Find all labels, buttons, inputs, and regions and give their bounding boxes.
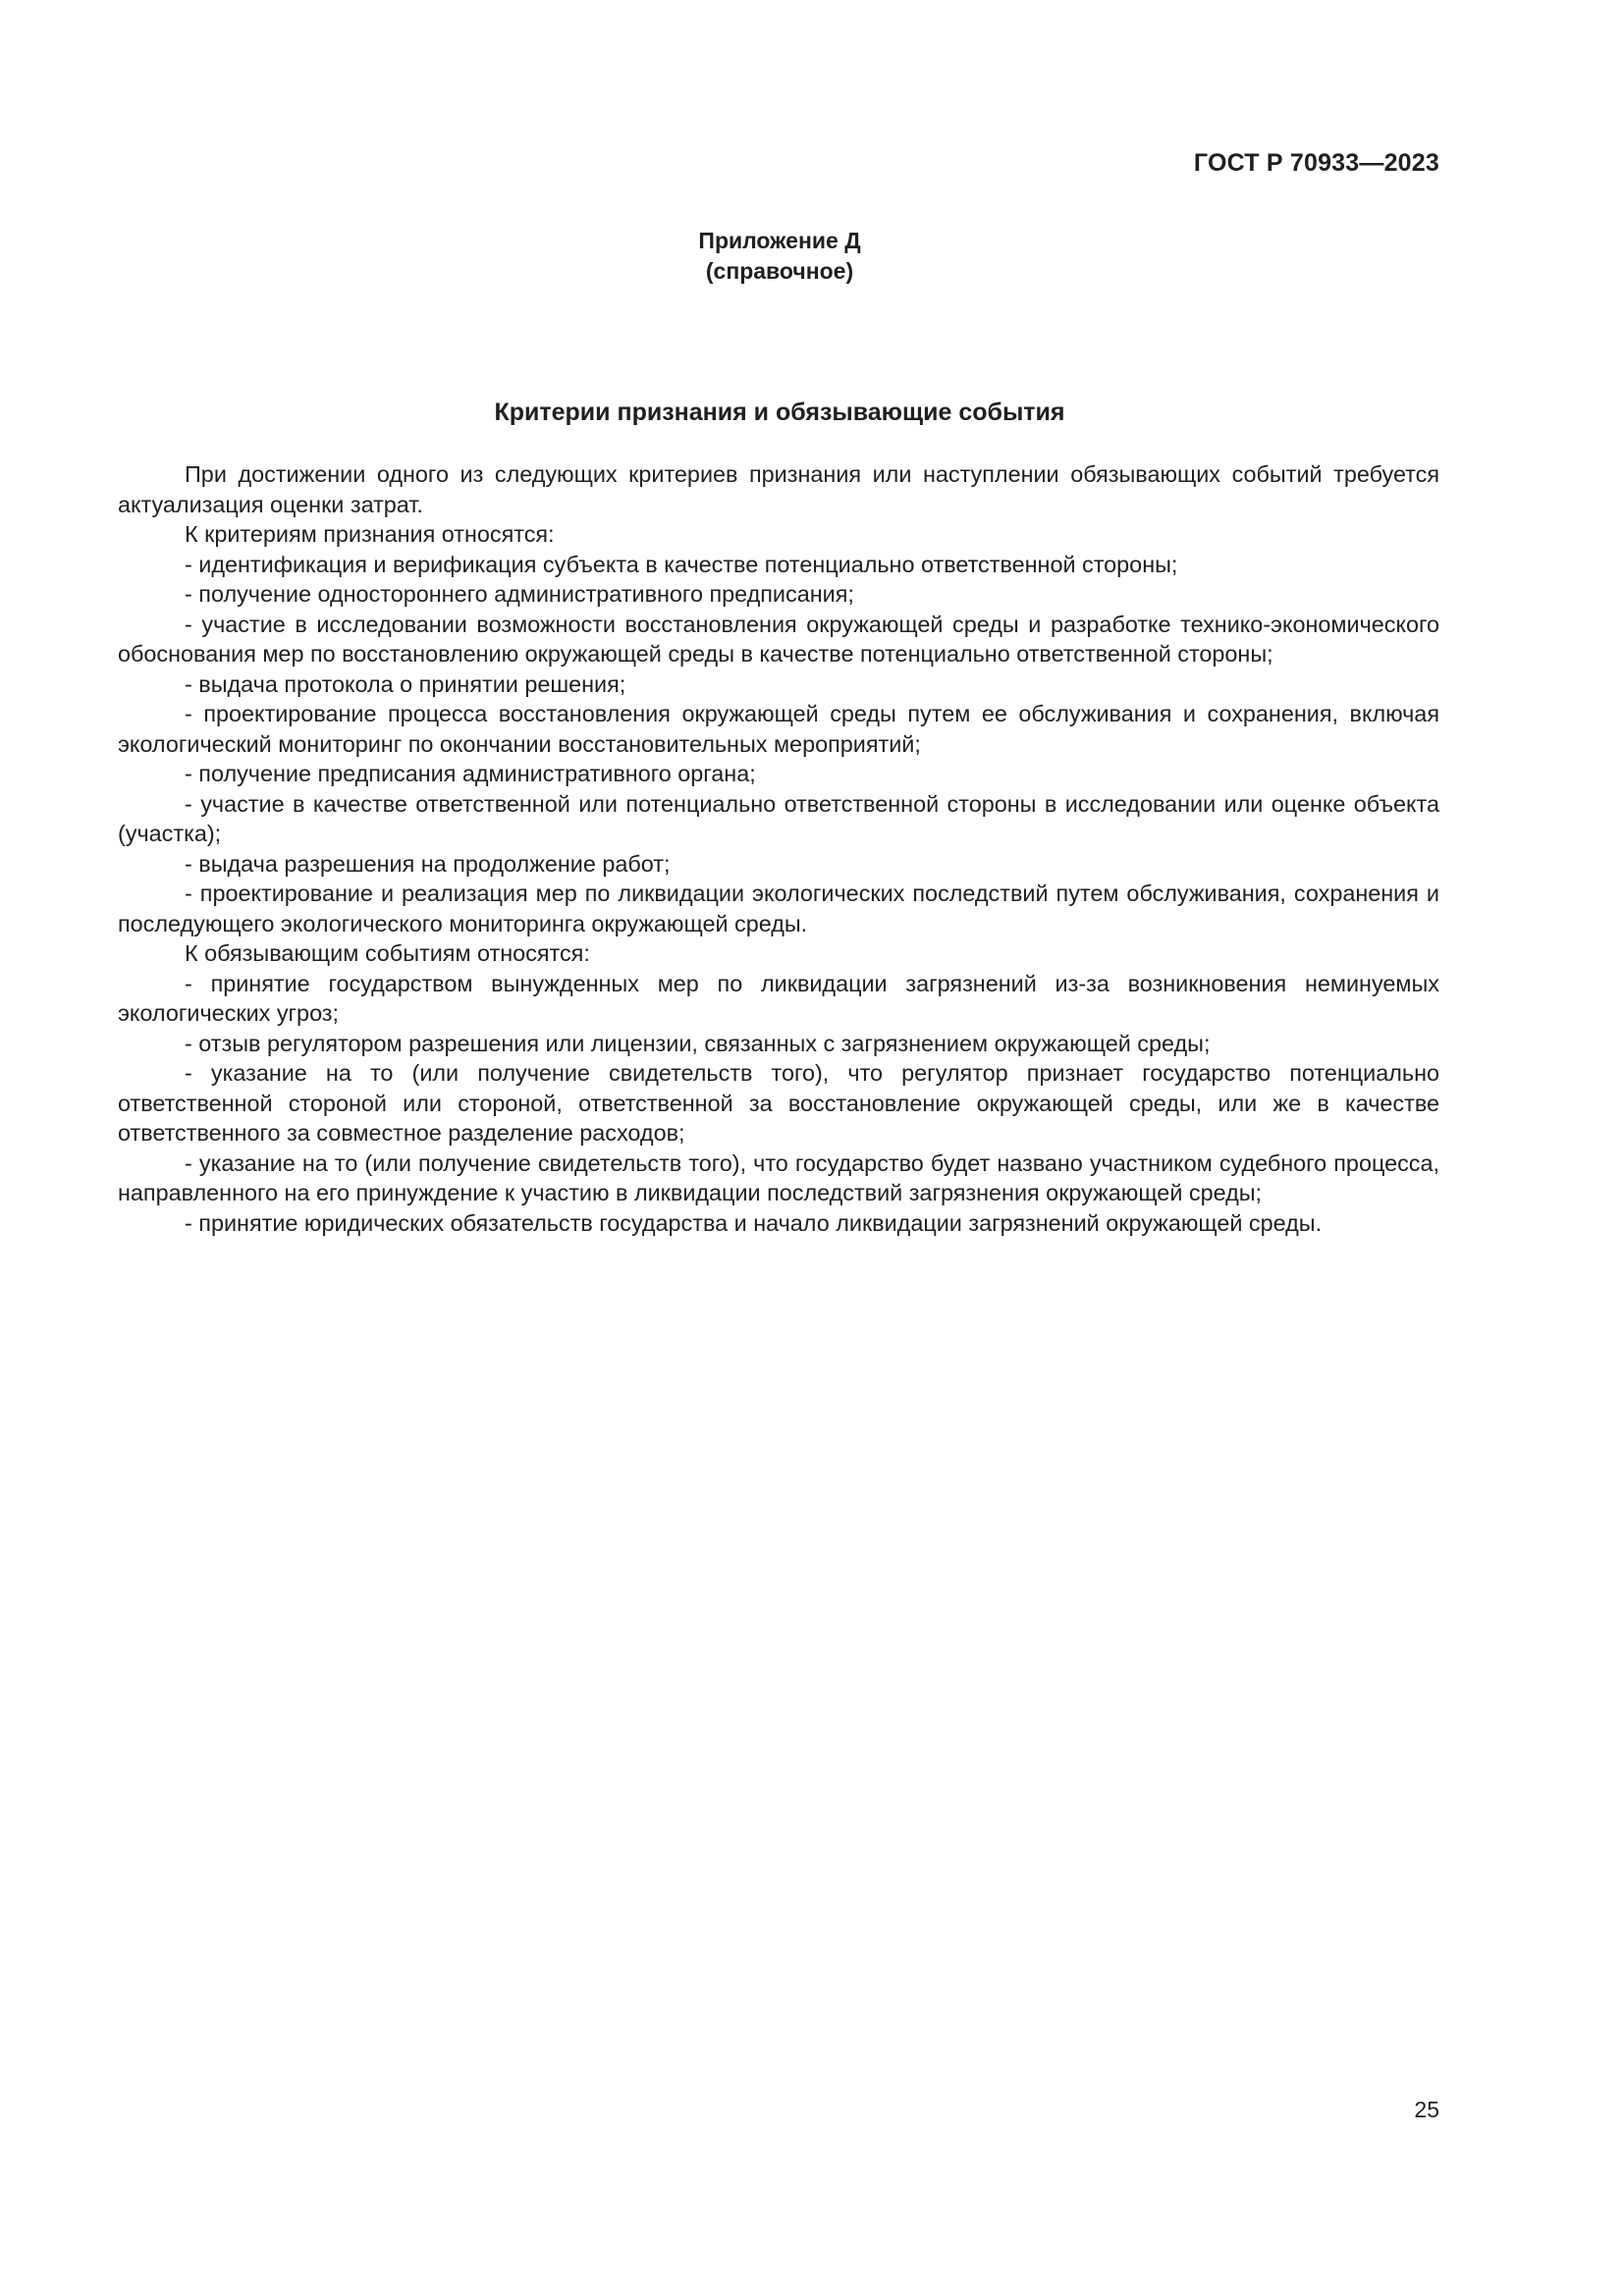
standard-code: ГОСТ Р 70933—2023 — [1193, 149, 1439, 177]
section-title: Критерии признания и обязывающие события — [494, 399, 1065, 426]
list-item: - принятие юридических обязательств государства и начало ликвидации загрязнений окружающей среды. — [118, 1208, 1439, 1239]
list-item: - участие в исследовании возможности восстановления окружающей среды и разработке технико-экономического обоснования мер по восстановлению окружающей среды в качестве потенциально ответственной стороны; — [118, 610, 1439, 669]
list-item: - выдача протокола о принятии решения; — [118, 669, 1439, 700]
appendix-heading — [0, 226, 1559, 287]
criteria-heading: К критериям признания относятся: — [185, 521, 555, 547]
body-text — [118, 459, 1439, 1238]
list-item: - проектирование и реализация мер по ликвидации экологических последствий путем обслуживания, сохранения и последующего экологического мониторинга окружающей среды. — [118, 879, 1439, 938]
list-item: - указание на то (или получение свидетельств того), что государство будет названо участником судебного процесса, направленного на его принуждение к участию в ликвидации последствий загрязнения окружающей среды; — [118, 1148, 1439, 1208]
list-item: - идентификация и верификация субъекта в качестве потенциально ответственной стороны; — [118, 550, 1439, 580]
events-heading: К обязывающим событиям относятся: — [185, 940, 590, 966]
page-number: 25 — [1414, 2097, 1439, 2122]
list-item: - получение одностороннего административного предписания; — [118, 579, 1439, 610]
list-item: - принятие государством вынужденных мер по ликвидации загрязнений из-за возникновения неминуемых экологических угроз; — [118, 969, 1439, 1029]
list-item: - получение предписания административного органа; — [118, 759, 1439, 789]
list-item: - выдача разрешения на продолжение работ; — [118, 849, 1439, 880]
list-item: - указание на то (или получение свидетельств того), что регулятор признает государство потенциально ответственной стороной или стороной, ответственной за восстановление окружающей среды, или же в качестве ответственного за совместное разделение расходов; — [118, 1058, 1439, 1148]
intro-paragraph: При достижении одного из следующих критериев признания или наступлении обязывающих событий требуется актуализация оценки затрат. — [118, 461, 1439, 517]
list-item: - участие в качестве ответственной или потенциально ответственной стороны в исследовании или оценке объекта (участка); — [118, 789, 1439, 849]
appendix-type: (справочное) — [705, 258, 854, 284]
list-item: - отзыв регулятором разрешения или лицензии, связанных с загрязнением окружающей среды; — [118, 1029, 1439, 1059]
list-item: - проектирование процесса восстановления окружающей среды путем ее обслуживания и сохранения, включая экологический мониторинг по окончании восстановительных мероприятий; — [118, 699, 1439, 759]
appendix-title: Приложение Д — [698, 228, 861, 253]
